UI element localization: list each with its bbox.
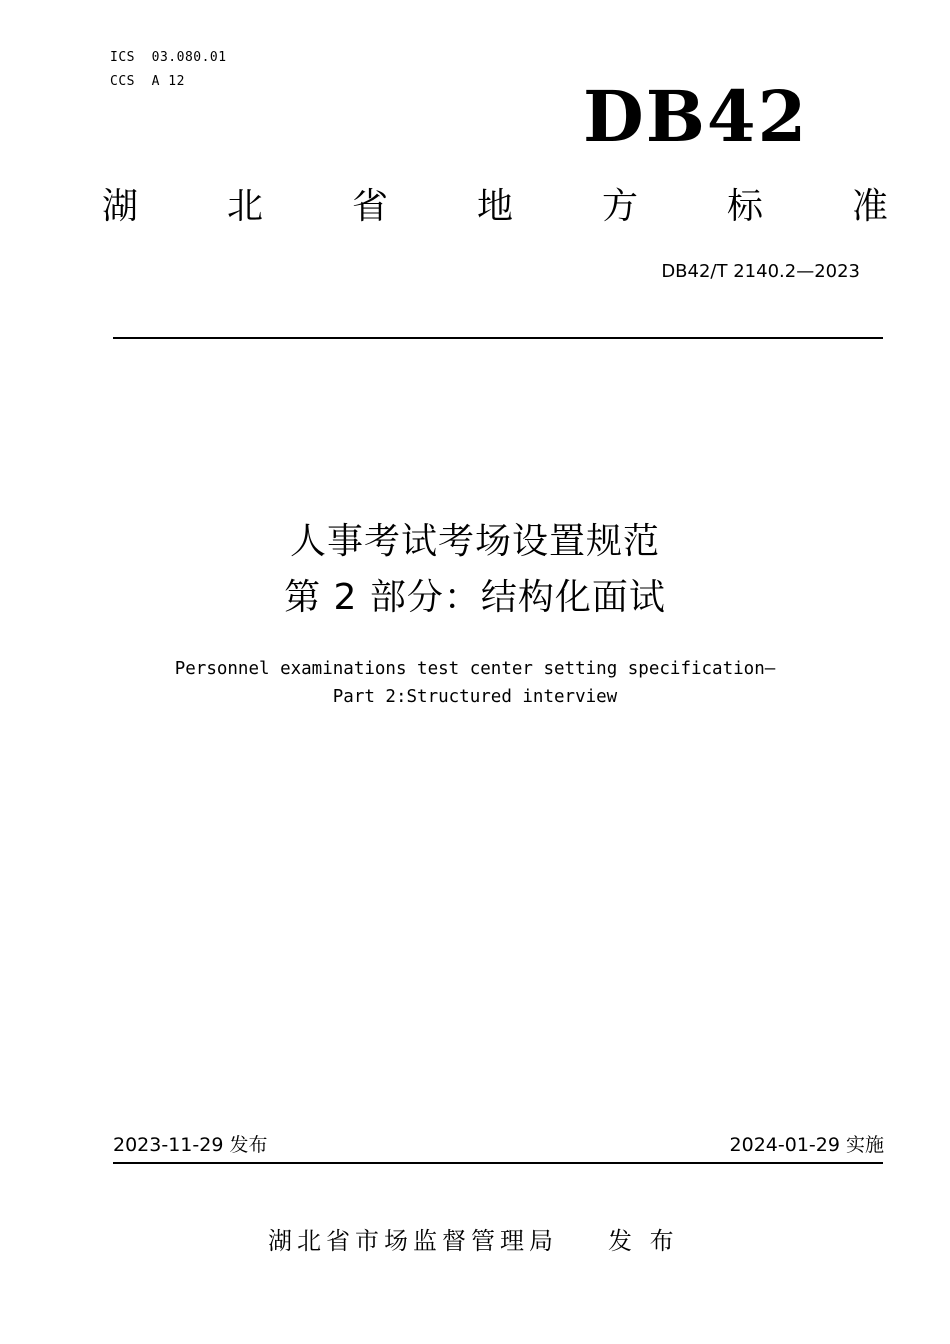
- publisher-line: [268, 1224, 679, 1258]
- english-title-line-1: Personnel examinations test center setting specification—: [174, 659, 776, 679]
- standard-type-char: 湖: [101, 186, 138, 227]
- classification-codes: [110, 46, 227, 94]
- standard-type-char: 标: [726, 186, 763, 227]
- bottom-divider: [113, 1162, 883, 1164]
- standard-type-char: 准: [851, 186, 888, 227]
- top-divider: [113, 337, 883, 339]
- publisher-action: 发 布: [608, 1227, 679, 1255]
- chinese-title-line-1: 人事考试考场设置规范: [289, 521, 660, 562]
- chinese-title-line-2: 第 2 部分：结构化面试: [284, 577, 666, 618]
- standard-number: DB42/T 2140.2—2023: [661, 261, 860, 282]
- publisher-name: 湖北省市场监督管理局: [268, 1227, 558, 1255]
- standard-type-char: 方: [601, 186, 638, 227]
- standard-type-char: 省: [351, 186, 388, 227]
- standard-type-char: 地: [476, 186, 513, 227]
- issue-date: 2023-11-29 发布: [113, 1134, 268, 1156]
- standard-type-title: [100, 183, 890, 231]
- english-title-line-2: Part 2:Structured interview: [332, 687, 618, 707]
- standard-logo: DB42: [583, 75, 809, 158]
- ccs-code: CCS A 12: [110, 74, 185, 89]
- standard-type-char: 北: [226, 186, 263, 227]
- implementation-date: 2024-01-29 实施: [729, 1134, 884, 1156]
- ics-code: ICS 03.080.01: [110, 50, 227, 65]
